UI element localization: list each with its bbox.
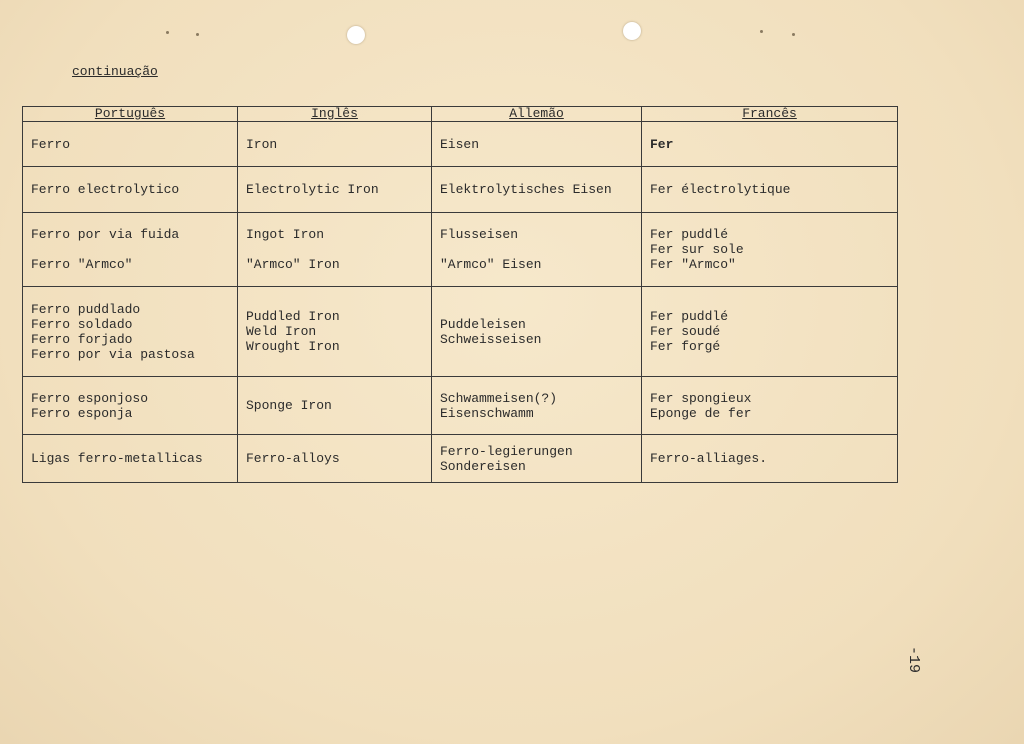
paper-speck: [792, 33, 795, 36]
page-number: -19: [905, 646, 922, 674]
table-row: [23, 287, 898, 377]
cell-french: Fer: [642, 122, 898, 167]
paper-speck: [166, 31, 169, 34]
table-row: [23, 435, 898, 483]
cell-french: Ferro-alliages.: [642, 435, 898, 483]
cell-portuguese: Ferro electrolytico: [23, 167, 238, 213]
table-row: [23, 167, 898, 213]
cell-german: Schwammeisen(?) Eisenschwamm: [432, 377, 642, 435]
column-header-french: Francês: [642, 107, 898, 122]
terminology-table: [22, 106, 898, 483]
table-row: [23, 122, 898, 167]
cell-german: Ferro-legierungen Sondereisen: [432, 435, 642, 483]
punch-hole-left: [347, 26, 365, 44]
cell-french: Fer puddlé Fer soudé Fer forgé: [642, 287, 898, 377]
cell-german: Puddeleisen Schweisseisen: [432, 287, 642, 377]
cell-german: Eisen: [432, 122, 642, 167]
cell-portuguese: Ferro puddlado Ferro soldado Ferro forjado Ferro por via pastosa: [23, 287, 238, 377]
cell-english: Puddled Iron Weld Iron Wrought Iron: [238, 287, 432, 377]
cell-english: Ferro-alloys: [238, 435, 432, 483]
cell-french: Fer spongieux Eponge de fer: [642, 377, 898, 435]
cell-portuguese: Ferro por via fuida Ferro "Armco": [23, 213, 238, 287]
table-row: [23, 213, 898, 287]
paper-speck: [196, 33, 199, 36]
cell-english: Sponge Iron: [238, 377, 432, 435]
cell-portuguese: Ferro: [23, 122, 238, 167]
cell-english: Electrolytic Iron: [238, 167, 432, 213]
cell-english: Ingot Iron "Armco" Iron: [238, 213, 432, 287]
punch-hole-right: [623, 22, 641, 40]
continuation-note: continuação: [72, 64, 158, 79]
column-header-portuguese: Português: [23, 107, 238, 122]
table-row: [23, 377, 898, 435]
cell-portuguese: Ferro esponjoso Ferro esponja: [23, 377, 238, 435]
column-header-german: Allemão: [432, 107, 642, 122]
column-header-english: Inglês: [238, 107, 432, 122]
cell-french: Fer puddlé Fer sur sole Fer "Armco": [642, 213, 898, 287]
table-header-row: [23, 107, 898, 122]
cell-portuguese: Ligas ferro-metallicas: [23, 435, 238, 483]
cell-german: Flusseisen "Armco" Eisen: [432, 213, 642, 287]
cell-french: Fer électrolytique: [642, 167, 898, 213]
paper-speck: [760, 30, 763, 33]
cell-english: Iron: [238, 122, 432, 167]
cell-german: Elektrolytisches Eisen: [432, 167, 642, 213]
